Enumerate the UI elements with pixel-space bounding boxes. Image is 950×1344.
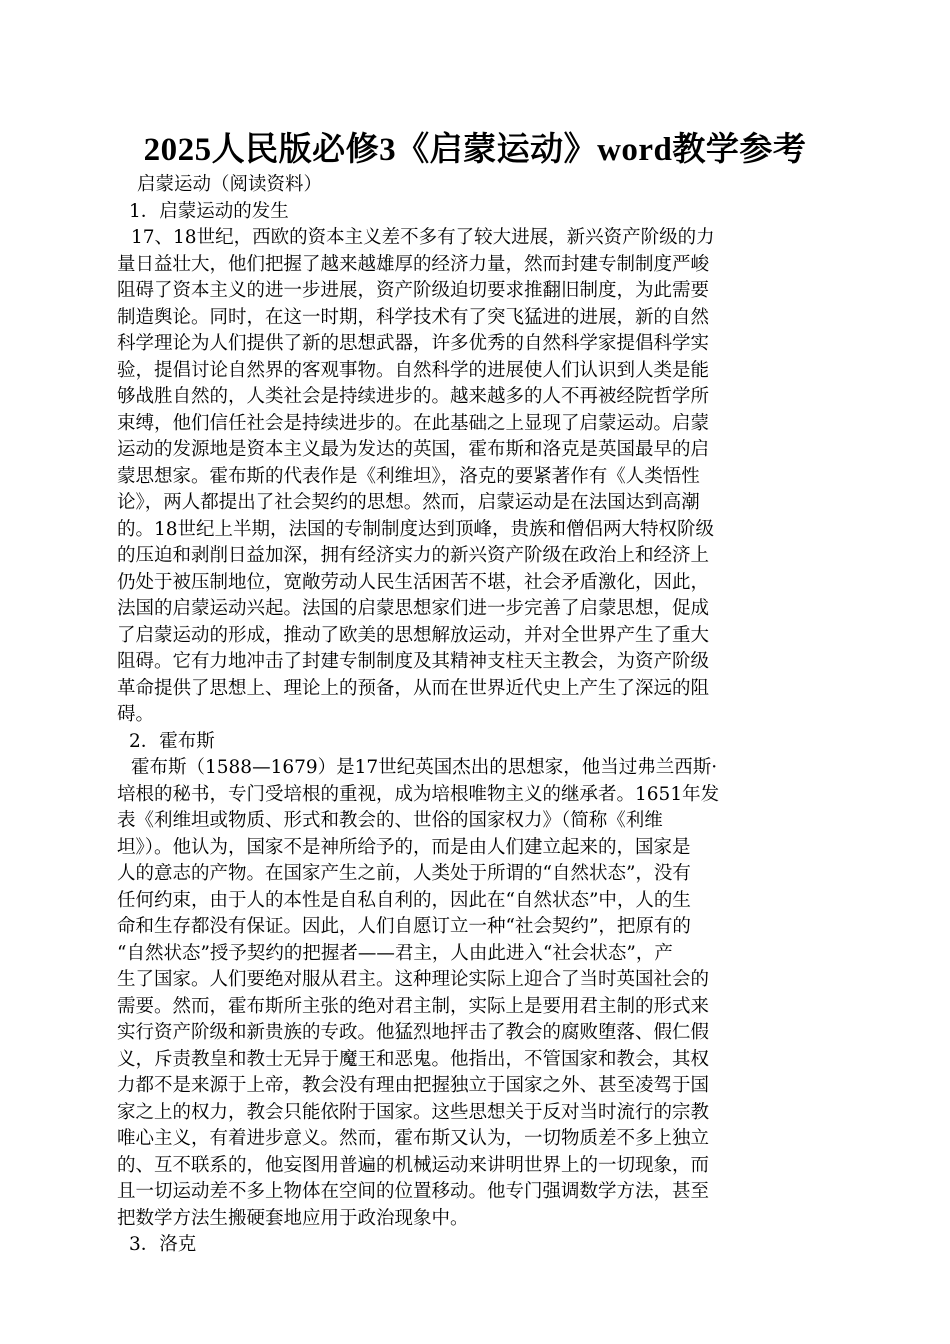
paragraph-line: 唯心主义，有着进步意义。然而，霍布斯又认为，一切物质差不多上独立 [117,1128,710,1149]
paragraph-line: 17、18世纪，西欧的资本主义差不多有了较大进展，新兴资产阶级的力 [131,227,715,248]
paragraph-line: 束缚，他们信任社会是持续进步的。在此基础之上显现了启蒙运动。启蒙 [117,412,710,434]
paragraph-line: 量日益壮大，他们把握了越来越雄厚的经济力量，然而封建专制制度严峻 [117,253,710,275]
paragraph-line: 义，斥责教皇和教士无异于魔王和恶鬼。他指出，不管国家和教会，其权 [117,1048,710,1070]
paragraph-line: 人的意志的产物。在国家产生之前，人类处于所谓的“自然状态”，没有 [117,863,691,884]
paragraph-line: 科学理论为人们提供了新的思想武器，许多优秀的自然科学家提倡科学实 [117,333,710,354]
document-title: 2025人民版必修3《启蒙运动》word教学参考 [143,132,807,168]
paragraph-line: 且一切运动差不多上物体在空间的位置移动。他专门强调数学方法，甚至 [117,1181,710,1202]
paragraph-line: 法国的启蒙运动兴起。法国的启蒙思想家们进一步完善了启蒙思想，促成 [117,598,710,619]
paragraph-line: 培根的秘书，专门受培根的重视，成为培根唯物主义的继承者。1651年发 [117,783,720,805]
paragraph-line: 革命提供了思想上、理论上的预备，从而在世界近代史上产生了深远的阻 [117,677,710,699]
paragraph-line: 命和生存都没有保证。因此，人们自愿订立一种“社会契约”，把原有的 [117,916,691,937]
paragraph-line: 了启蒙运动的形成，推动了欧美的思想解放运动，并对全世界产生了重大 [117,624,710,646]
section-paragraph [117,755,831,1232]
paragraph-line: 仍处于被压制地位，宽敞劳动人民生活困苦不堪，社会矛盾激化，因此， [117,571,710,593]
paragraph-line: 的。18世纪上半期，法国的专制制度达到顶峰，贵族和僧侣两大特权阶级 [117,518,715,540]
paragraph-line: 碍。 [117,704,155,725]
reading-material-label: 启蒙运动（阅读资料） [137,174,323,195]
section-heading: 1．启蒙运动的发生 [129,200,289,222]
paragraph-line: 够战胜自然的，人类社会是持续进步的。越来越多的人不再被经院哲学所 [117,386,710,407]
paragraph-line: 需要。然而，霍布斯所主张的绝对君主制，实际上是要用君主制的形式来 [117,995,710,1017]
paragraph-line: 力都不是来源于上帝，教会没有理由把握独立于国家之外、甚至凌驾于国 [117,1075,710,1096]
paragraph-line: 坦》）。他认为，国家不是神所给予的，而是由人们建立起来的，国家是 [117,836,691,858]
paragraph-line: 论》，两人都提出了社会契约的思想。然而，启蒙运动是在法国达到高潮 [117,492,700,513]
paragraph-line: 实行资产阶级和新贵族的专政。他猛烈地抨击了教会的腐败堕落、假仁假 [117,1022,710,1043]
section-heading: 3．洛克 [129,1234,197,1255]
paragraph-line: 的压迫和剥削日益加深，拥有经济实力的新兴资产阶级在政治上和经济上 [117,545,710,566]
paragraph-line: 阻碍了资本主义的进一步进展，资产阶级迫切要求推翻旧制度，为此需要 [117,280,710,301]
paragraph-line: 的、互不联系的，他妄图用普遍的机械运动来讲明世界上的一切现象，而 [117,1154,710,1176]
paragraph-line: 任何约束，由于人的本性是自私自利的，因此在“自然状态”中，人的生 [117,889,691,911]
section-paragraph [117,225,831,729]
paragraph-line: 阻碍。它有力地冲击了封建专制制度及其精神支柱天主教会，为资产阶级 [117,651,710,672]
paragraph-line: 家之上的权力，教会只能依附于国家。这些思想关于反对当时流行的宗教 [117,1101,710,1123]
paragraph-line: 蒙思想家。霍布斯的代表作是《利维坦》，洛克的要紧著作有《人类悟性 [117,465,700,487]
paragraph-line: “自然状态”授予契约的把握者——君主，人由此进入“社会状态”，产 [117,942,673,964]
paragraph-line: 把数学方法生搬硬套地应用于政治现象中。 [117,1207,469,1229]
paragraph-line: 生了国家。人们要绝对服从君主。这种理论实际上迎合了当时英国社会的 [117,969,710,990]
document-body [117,172,831,1259]
paragraph-line: 表《利维坦或物质、形式和教会的、世俗的国家权力》（简称《利维 [117,810,663,831]
paragraph-line: 验，提倡讨论自然界的客观事物。自然科学的进展使人们认识到人类是能 [117,359,710,381]
section-heading: 2．霍布斯 [129,730,215,752]
paragraph-line: 制造舆论。同时，在这一时期，科学技术有了突飞猛进的进展，新的自然 [117,306,710,328]
paragraph-line: 运动的发源地是资本主义最为发达的英国，霍布斯和洛克是英国最早的启 [117,439,710,460]
paragraph-line: 霍布斯（1588—1679）是17世纪英国杰出的思想家，他当过弗兰西斯· [131,757,718,778]
